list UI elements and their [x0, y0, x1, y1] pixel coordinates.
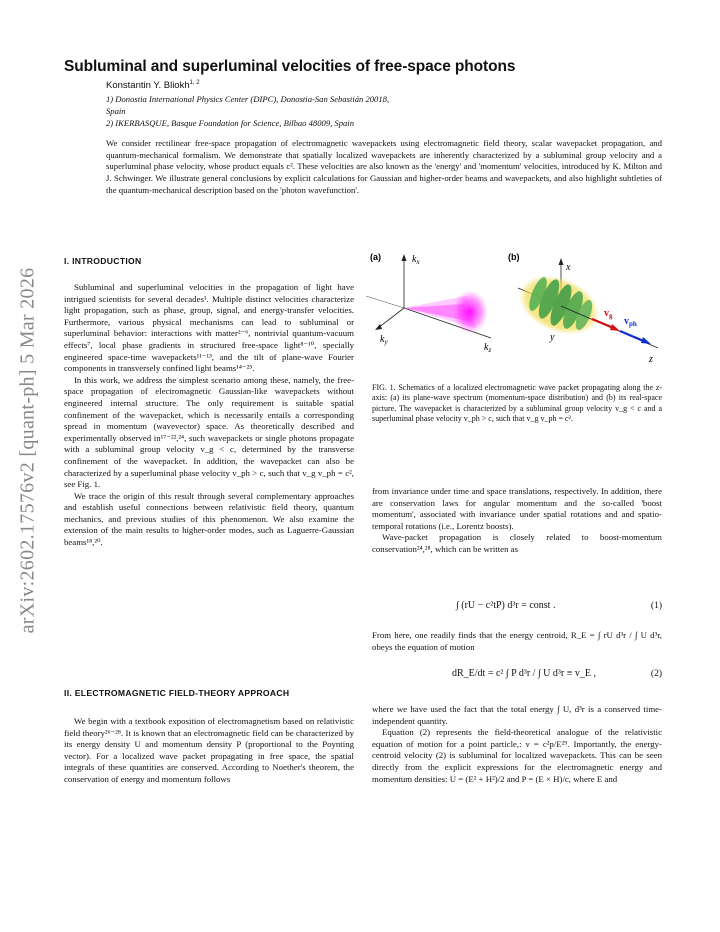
kx-label: $k_x$	[412, 254, 420, 266]
author-name: Konstantin Y. Bliokh	[106, 80, 190, 92]
equation-2: dR_E/dt = c² ∫ P d³r / ∫ U d³r ≡ v_E ,	[452, 668, 596, 679]
equation-1-number: (1)	[650, 601, 662, 611]
paragraph: from invariance under time and space translations, respectively. In addition, there are conservation laws for angular momentum and the so-called 'boost momentum', associated with invariance under spatial rotations and and spatio-temporal rotations (i.e., Lorentz boosts).	[372, 486, 662, 531]
figure-1	[366, 248, 666, 378]
paragraph: Wave-packet propagation is closely related to boost-momentum conservation²⁴,²⁸, which can be written as	[372, 532, 662, 554]
axis-back	[366, 296, 404, 308]
z-label: z	[649, 354, 653, 365]
arxiv-id: arXiv:2602.17576v2 [quant-ph] 5 Mar 2026	[16, 267, 39, 633]
y-label: y	[550, 332, 555, 343]
paragraph: Subluminal and superluminal velocities in the propagation of light have intrigued scientists for several decades¹. Multiple distinct velocities characterize light propagation, such as phase, group, signal, and energy-transfer velocities. Furthermore, various physical mechanisms can lead to subluminal or superluminal behavior: interactions with matter²⁻⁶, nontrivial quantum-vacuum effects⁷, local phase gradients in structured free-space light⁸⁻¹⁰, specially engineered space-time wavepackets¹¹⁻¹³, and the tilt of plane-wave Fourier components in transversely confined light beams¹⁴⁻²⁵.	[64, 282, 354, 374]
paragraph: We trace the origin of this result through several complementary approaches and establish useful connections between relativistic field theory, quantum mechanics, and previous studies of this phenomenon. We also examine the extension of the main results to higher-order modes, such as Laguerre-Gaussian beams¹⁸,²⁰.	[64, 490, 354, 548]
ky-axis	[378, 308, 404, 328]
paragraph: where we have used the fact that the total energy ∫ U, d³r is a conserved time-independent quantity.	[372, 704, 662, 726]
author-line	[106, 80, 200, 91]
right-column-mid	[372, 630, 662, 653]
x-label: x	[566, 262, 571, 273]
section-1-body	[64, 282, 354, 549]
vph-arrowhead	[641, 337, 651, 344]
equation-1: ∫ (rU − c²tP) d³r = const .	[456, 600, 556, 611]
right-column-top	[372, 486, 662, 556]
panel-b-label: (b)	[508, 252, 520, 262]
equation-2-number: (2)	[650, 669, 662, 679]
paragraph: We begin with a textbook exposition of electromagnetism based on relativistic field theory²⁶⁻²⁸. It is known that an electromagnetic field can be characterized by its energy density U and momentum density P (proportional to the Poynting vector). For a localized wave packet propagating in free space, the spatial integrals of these quantities are conserved. According to Noether's theorem, the conservation of energy and momentum follows	[64, 716, 354, 784]
abstract: We consider rectilinear free-space propagation of electromagnetic wavepackets using electromagnetic field theory, scalar wavepacket propagation, and quantum-mechanical formalism. We demonstrate that spatially localized wavepackets are inherently characterized by a subluminal group velocity and a superluminal phase velocity, whose product equals c². These velocities are also known as the 'energy' and 'momentum' velocities, introduced by K. Milton and J. Schwinger. We illustrate general conclusions by explicit calculations for Gaussian and higher-order beams and wavepackets, and also highlight subtleties of the quantum-mechanical description based on the 'photon wavefunction'.	[106, 138, 662, 195]
section-2-body	[64, 716, 354, 786]
panel-b	[510, 258, 658, 365]
paragraph: Equation (2) represents the field-theoretical analogue of the relativistic equation of motion for a point particle,: v = c²p/E²⁹. Importantly, the energy-centroid velocity (2) is subluminal for localized wavepackets. This can be seen directly from the explicit expressions for the electromagnetic energy and momentum densities: U = (E² + H²)/2 and P = (E × H)/c, where E and	[372, 727, 662, 784]
affiliation-2: 2) IKERBASQUE, Basque Foundation for Science, Bilbao 48009, Spain	[106, 118, 354, 128]
paragraph: From here, one readily finds that the energy centroid, R_E = ∫ rU d³r / ∫ U d³r, obeys the equation of motion	[372, 630, 662, 652]
section-2-heading: II. ELECTROMAGNETIC FIELD-THEORY APPROACH	[64, 688, 290, 698]
paper-title: Subluminal and superluminal velocities of free-space photons	[64, 58, 516, 75]
vph-label: $v_{ph}$	[624, 316, 637, 328]
panel-a	[366, 254, 491, 354]
x-arrow	[559, 258, 564, 265]
vg-arrowhead	[610, 324, 620, 331]
figure-1-graphic	[366, 248, 666, 378]
arxiv-sidebar	[8, 240, 48, 660]
affiliation-1: 1) Donostia International Physics Center (DIPC), Donostia-San Sebastián 20018,	[106, 94, 390, 104]
section-1-heading: I. INTRODUCTION	[64, 256, 142, 266]
affiliation-1-country: Spain	[106, 106, 126, 116]
kx-arrow	[402, 254, 407, 261]
ky-arrow	[375, 324, 382, 330]
panel-a-label: (a)	[370, 252, 381, 262]
ky-label: $k_y$	[380, 334, 388, 346]
kz-label: $k_z$	[484, 342, 492, 354]
right-column-bottom	[372, 704, 662, 785]
paragraph: In this work, we address the simplest scenario among these, namely, the free-space propagation of electromagnetic Gaussian-like wavepackets without engineered internal structure. The only requirement is suitable spatial confinement of the wavepacket, which is necessarily entails a corresponding spread in momentum (wavevector) space. As theoretically described and experimentally observed in¹⁷⁻²²,²⁴, such wavepackets or single photons propagate with a subluminal group velocity v_g < c, determined by the transverse confinement of the wavepacket. In addition, the wavepacket can also be characterized by a superluminal phase velocity v_ph > c, such that v_g v_ph = c², see Fig. 1.	[64, 374, 354, 490]
author-superscript: 1, 2	[189, 80, 200, 86]
figure-1-caption: FIG. 1. Schematics of a localized electromagnetic wave packet propagating along the z-axis: (a) its plane-wave spectrum (momentum-space distribution) and (b) its real-space picture. The wavepacket is characterized by a subluminal group velocity v_g < c and a superluminal phase velocity v_ph > c, such that v_g v_ph = c².	[372, 383, 662, 423]
vg-label: $v_g$	[604, 308, 613, 320]
